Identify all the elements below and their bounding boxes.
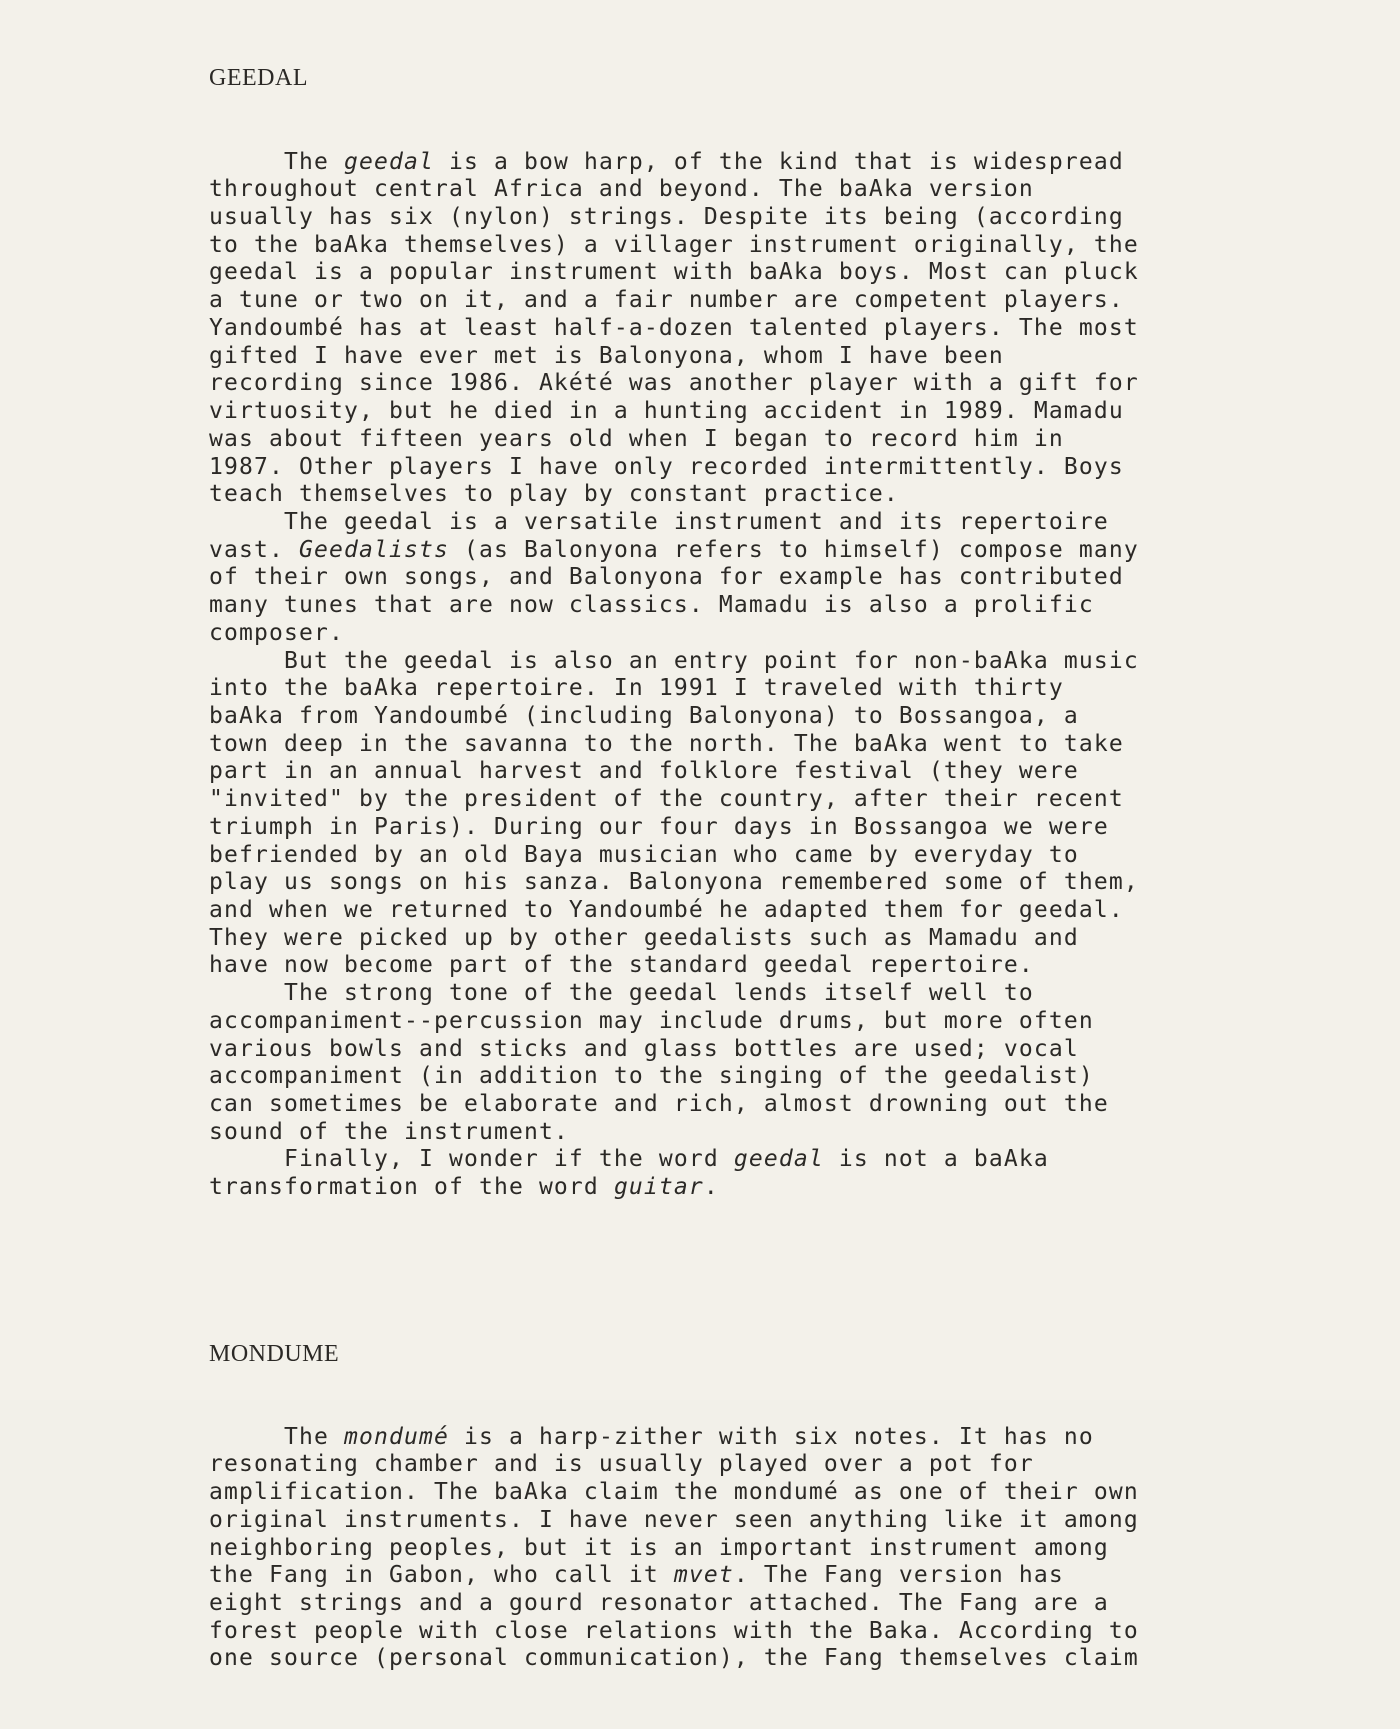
text-segment: is a bow harp, of the kind that is widespread — [433, 148, 1124, 175]
text-line — [209, 703, 1244, 731]
text-segment: befriended by an old Baya musician who came by everyday to — [209, 841, 1079, 868]
text-segment: amplification. The baAka claim the mondumé as one of their own — [209, 1479, 1139, 1506]
text-segment: was about fifteen years old when I began to record him in — [209, 425, 1064, 452]
text-line — [209, 1424, 1244, 1452]
text-line — [209, 1590, 1244, 1618]
text-segment: Yandoumbé has at least half-a-dozen talented players. The most — [209, 314, 1139, 341]
text-line — [209, 1091, 1244, 1119]
section-gap — [209, 1257, 1244, 1285]
text-segment: triumph in Paris). During our four days in Bossangoa we were — [209, 813, 1109, 840]
text-line — [209, 1119, 1244, 1147]
text-line — [209, 842, 1244, 870]
text-line — [209, 952, 1244, 980]
text-line — [209, 1036, 1244, 1064]
text-segment: neighboring peoples, but it is an important instrument among — [209, 1534, 1109, 1561]
text-line — [209, 1174, 1244, 1202]
section-geedal-text — [209, 149, 1244, 1202]
text-segment: is a harp-zither with six notes. It has no — [448, 1423, 1094, 1450]
text-line — [209, 1146, 1244, 1174]
text-segment: The geedal is a versatile instrument and its repertoire — [209, 508, 1109, 535]
text-segment: "invited" by the president of the country, after their recent — [209, 786, 1124, 813]
text-segment: various bowls and sticks and glass bottles are used; vocal — [209, 1035, 1079, 1062]
text-line — [209, 149, 1244, 177]
text-segment: throughout central Africa and beyond. The baAka version — [209, 176, 1034, 203]
text-line — [209, 1479, 1244, 1507]
text-segment: The — [209, 148, 344, 175]
section-heading-geedal: GEEDAL — [209, 65, 308, 92]
text-segment: the Fang in Gabon, who call it — [209, 1562, 674, 1589]
text-line — [209, 592, 1244, 620]
text-segment: original instruments. I have never seen anything like it among — [209, 1506, 1139, 1533]
text-line — [209, 343, 1244, 371]
text-line — [209, 287, 1244, 315]
text-line — [209, 925, 1244, 953]
text-line — [209, 648, 1244, 676]
text-segment: to the baAka themselves) a villager instrument originally, the — [209, 231, 1139, 258]
text-segment: accompaniment--percussion may include drums, but more often — [209, 1007, 1094, 1034]
text-segment: town deep in the savanna to the north. The baAka went to take — [209, 730, 1124, 757]
text-line — [209, 509, 1244, 537]
italic-term: mvet — [673, 1562, 734, 1589]
text-segment: play us songs on his sanza. Balonyona remembered some of them, — [209, 869, 1139, 896]
italic-term: geedal — [343, 148, 434, 175]
text-segment: usually has six (nylon) strings. Despite its being (according — [209, 204, 1124, 231]
section-mondume-text — [209, 1424, 1244, 1673]
text-segment: transformation of the word — [209, 1174, 614, 1201]
text-segment: gifted I have ever met is Balonyona, whom I have been — [209, 342, 1004, 369]
text-segment: one source (personal communication), the Fang themselves claim — [209, 1645, 1139, 1672]
text-segment: resonating chamber and is usually played over a pot for — [209, 1451, 1034, 1478]
text-line — [209, 814, 1244, 842]
text-line — [209, 1535, 1244, 1563]
text-segment: a tune or two on it, and a fair number are competent players. — [209, 287, 1124, 314]
text-segment: The — [209, 1423, 344, 1450]
text-line — [209, 731, 1244, 759]
text-line — [209, 1645, 1244, 1673]
text-segment: (as Balonyona refers to himself) compose many — [448, 536, 1139, 563]
text-line — [209, 1063, 1244, 1091]
text-segment: many tunes that are now classics. Mamadu is also a prolific — [209, 592, 1094, 619]
italic-term: mondumé — [343, 1423, 449, 1450]
text-segment: recording since 1986. Akété was another player with a gift for — [209, 370, 1139, 397]
text-line — [209, 1008, 1244, 1036]
text-line — [209, 1507, 1244, 1535]
text-segment: But the geedal is also an entry point for non-baAka music — [209, 647, 1139, 674]
text-segment: have now become part of the standard geedal repertoire. — [209, 952, 1034, 979]
text-line — [209, 786, 1244, 814]
text-line — [209, 481, 1244, 509]
document-body — [209, 10, 1244, 1729]
text-segment: 1987. Other players I have only recorded intermittently. Boys — [209, 453, 1124, 480]
text-segment: composer. — [209, 619, 344, 646]
section-heading-mondume: MONDUME — [209, 1340, 340, 1367]
text-line — [209, 1618, 1244, 1646]
text-segment: virtuosity, but he died in a hunting accident in 1989. Mamadu — [209, 398, 1124, 425]
text-segment: Finally, I wonder if the word — [209, 1146, 734, 1173]
italic-term: geedal — [733, 1146, 824, 1173]
text-line — [209, 620, 1244, 648]
text-segment: vast. — [209, 536, 299, 563]
text-line — [209, 370, 1244, 398]
text-line — [209, 315, 1244, 343]
text-line — [209, 176, 1244, 204]
text-segment: and when we returned to Yandoumbé he adapted them for geedal. — [209, 897, 1124, 923]
text-line — [209, 537, 1244, 565]
text-line — [209, 454, 1244, 482]
text-segment: part in an annual harvest and folklore festival (they were — [209, 758, 1079, 785]
text-segment: teach themselves to play by constant practice. — [209, 481, 899, 508]
text-segment: . The Fang version has — [733, 1562, 1064, 1589]
text-line — [209, 980, 1244, 1008]
text-segment: can sometimes be elaborate and rich, almost drowning out the — [209, 1091, 1109, 1118]
text-line — [209, 758, 1244, 786]
text-line — [209, 564, 1244, 592]
text-line — [209, 1451, 1244, 1479]
text-line — [209, 869, 1244, 897]
italic-term: Geedalists — [298, 536, 449, 563]
text-line — [209, 675, 1244, 703]
text-segment: . — [703, 1174, 719, 1201]
text-segment: is not a baAka — [823, 1146, 1049, 1173]
text-segment: accompaniment (in addition to the singing of the geedalist) — [209, 1063, 1094, 1090]
text-segment: eight strings and a gourd resonator attached. The Fang are a — [209, 1589, 1109, 1616]
text-segment: into the baAka repertoire. In 1991 I traveled with thirty — [209, 675, 1064, 702]
text-segment: geedal is a popular instrument with baAka boys. Most can pluck — [209, 259, 1139, 286]
italic-term: guitar — [613, 1174, 704, 1201]
text-line — [209, 426, 1244, 454]
text-line — [209, 204, 1244, 232]
text-segment: of their own songs, and Balonyona for example has contributed — [209, 564, 1124, 591]
text-segment: They were picked up by other geedalists such as Mamadu and — [209, 924, 1079, 951]
text-line — [209, 1562, 1244, 1590]
text-segment: The strong tone of the geedal lends itself well to — [209, 980, 1034, 1007]
text-line — [209, 232, 1244, 260]
text-line — [209, 398, 1244, 426]
text-line — [209, 259, 1244, 287]
text-segment: forest people with close relations with the Baka. According to — [209, 1617, 1139, 1644]
text-segment: baAka from Yandoumbé (including Balonyona) to Bossangoa, a — [209, 702, 1079, 729]
text-line — [209, 897, 1244, 925]
text-segment: sound of the instrument. — [209, 1118, 569, 1145]
